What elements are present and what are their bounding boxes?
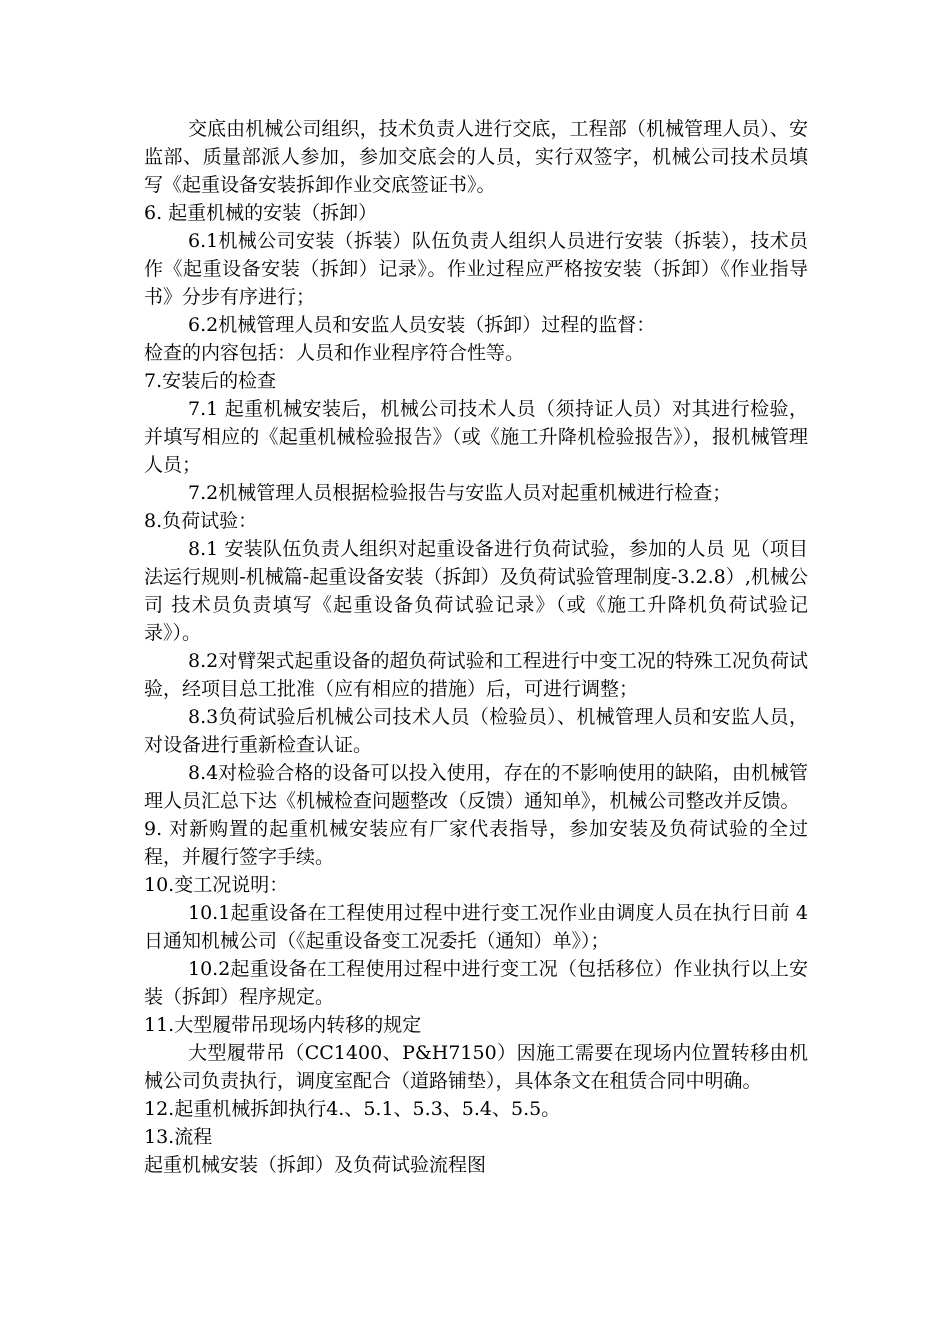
paragraph-10-2: 10.2起重设备在工程使用过程中进行变工况（包括移位）作业执行以上安装（拆卸）程序规定。 [144,958,808,1008]
paragraph-8-4: 8.4对检验合格的设备可以投入使用，存在的不影响使用的缺陷，由机械管理人员汇总下达《机械检查问题整改（反馈）通知单》，机械公司整改并反馈。 [144,762,808,812]
heading-section-6: 6. 起重机械的安装（拆卸） [144,202,378,224]
heading-section-13: 13.流程 [144,1126,213,1148]
paragraph-section-9: 9. 对新购置的起重机械安装应有厂家代表指导，参加安装及负荷试验的全过程，并履行签字手续。 [144,818,808,868]
flowchart-caption: 起重机械安装（拆卸）及负荷试验流程图 [144,1154,487,1176]
heading-section-10: 10.变工况说明： [144,874,289,896]
paragraph-7-1: 7.1 起重机械安装后，机械公司技术人员（须持证人员）对其进行检验，并填写相应的《起重机械检验报告》（或《施工升降机检验报告》），报机械管理人员； [144,398,808,476]
paragraph-8-1: 8.1 安装队伍负责人组织对起重设备进行负荷试验，参加的人员 见（项目法运行规则-机械篇-起重设备安装（拆卸）及负荷试验管理制度-3.2.8）,机械公司 技术员负责填写《起重设备负荷试验记录》（或《施工升降机负荷试验记录》）。 [144,538,808,644]
paragraph-8-2: 8.2对臂架式起重设备的超负荷试验和工程进行中变工况的特殊工况负荷试验，经项目总工批准（应有相应的措施）后，可进行调整； [144,650,808,700]
heading-section-7: 7.安装后的检查 [144,370,277,392]
document-body [144,115,808,1179]
paragraph-6-2: 6.2机械管理人员和安监人员安装（拆卸）过程的监督： [188,314,656,336]
paragraph-11-body: 大型履带吊（CC1400、P&H7150）因施工需要在现场内位置转移由机械公司负责执行，调度室配合（道路铺垫），具体条文在租赁合同中明确。 [144,1042,808,1092]
paragraph-section-12: 12.起重机械拆卸执行4.、5.1、5.3、5.4、5.5。 [144,1098,561,1120]
paragraph-8-3: 8.3负荷试验后机械公司技术人员（检验员）、机械管理人员和安监人员，对设备进行重新检查认证。 [144,706,808,756]
paragraph-6-1: 6.1机械公司安装（拆装）队伍负责人组织人员进行安装（拆装），技术员作《起重设备安装（拆卸）记录》。作业过程应严格按安装（拆卸）《作业指导书》分步有序进行； [144,230,808,308]
paragraph-handover-intro: 交底由机械公司组织，技术负责人进行交底，工程部（机械管理人员）、安监部、质量部派人参加，参加交底会的人员，实行双签字，机械公司技术员填写《起重设备安装拆卸作业交底签证书》。 [144,118,808,196]
paragraph-10-1: 10.1起重设备在工程使用过程中进行变工况作业由调度人员在执行日前 4 日通知机械公司（《起重设备变工况委托（通知）单》）； [144,902,808,952]
paragraph-7-2: 7.2机械管理人员根据检验报告与安监人员对起重机械进行检查； [188,482,732,504]
heading-section-8: 8.负荷试验： [144,510,258,532]
paragraph-6-2-inspection: 检查的内容包括：人员和作业程序符合性等。 [144,342,525,364]
heading-section-11: 11.大型履带吊现场内转移的规定 [144,1014,422,1036]
